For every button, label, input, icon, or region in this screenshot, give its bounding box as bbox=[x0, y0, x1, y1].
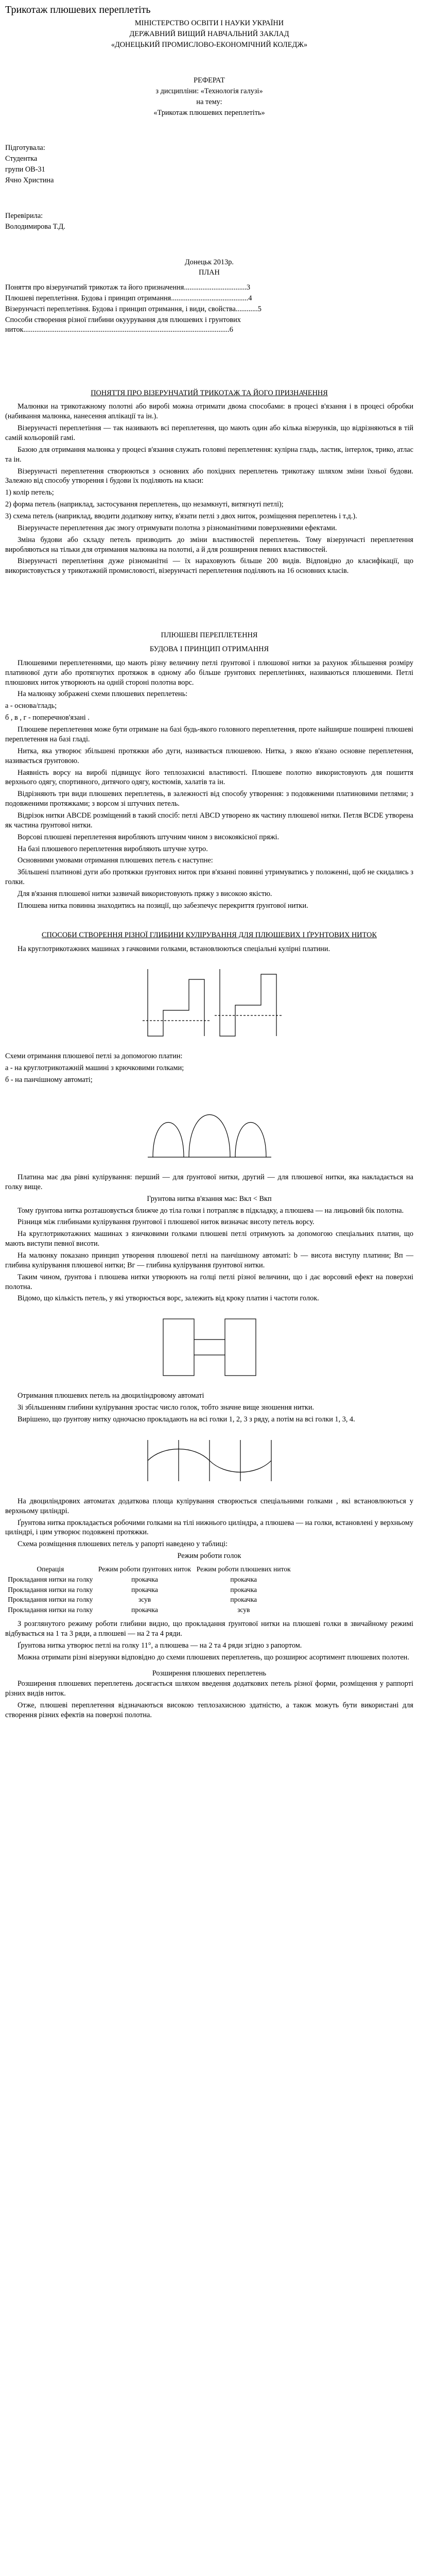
table-cell: Прокладання нитки на голку bbox=[8, 1585, 93, 1594]
paragraph: Отримання плюшевих петель на двоциліндровому автоматі bbox=[18, 1392, 204, 1400]
needle-mode-table bbox=[5, 1564, 293, 1615]
paragraph: Отже, плюшеві переплетення відзначаються високою теплозахисною здатністю, а також можуть бути використані для створення різних ефектів на поверхні полотна. bbox=[5, 1701, 413, 1719]
prepared-line: Студентка bbox=[5, 155, 38, 163]
toc-item: Візерунчасті переплетіння. Будова і принцип отримання, і види, свойства............5 bbox=[5, 305, 261, 313]
paragraph: Ґрунтова нитка утворює петлі на голку 11°, а плюшева — на 2 та 4 ряди згідно з рапортом. bbox=[18, 1641, 302, 1650]
sinker-outline bbox=[148, 969, 204, 1036]
paragraph: Базою для отримання малюнка у процесі в'язання служать головні переплетення: кулірна гладь, ластик, інтерлок, трико, атлас та ін. bbox=[5, 445, 413, 464]
paragraph: Відрізок нитки ABCDE розміщений в такий спосіб: петлі ABCD утворено як частину плюшевої нитки. Петля BCDE утворена як частина ґрунтової нитки. bbox=[5, 811, 413, 829]
thread-line bbox=[194, 1340, 225, 1355]
table-header-cell: Режим роботи ґрунтових ниток bbox=[98, 1565, 191, 1573]
section-4-body-cont bbox=[5, 1497, 413, 1549]
paragraph: Плюшеве переплетення може бути отримане на базі будь-якого головного переплетення, проте найширше поширені плюшеві переплетення на базі гладі. bbox=[5, 725, 413, 743]
section-heading: ПЛЮШЕВІ ПЕРЕПЛЕТЕННЯ bbox=[161, 631, 258, 640]
paragraph: Зі збільшенням глибини кулірування зростає число голок, тобто значне вище зношення нитки. bbox=[18, 1403, 315, 1412]
report-discipline: з дисципліни: «Технологія галузі» bbox=[155, 87, 263, 95]
table-cell: Прокладання нитки на голку bbox=[8, 1606, 93, 1614]
table-cell: прокачка bbox=[230, 1585, 257, 1594]
paragraph: Розширення плюшевих переплетень досягається шляхом введення додаткових петель різної форми, розміщення у раппорті різних видів ниток. bbox=[5, 1680, 413, 1698]
paragraph: Схема розміщення плюшевих петель у рапорті наведено у таблиці: bbox=[18, 1540, 228, 1549]
paragraph: Платина має два рівні кулірування: перший — для ґрунтової нитки, другий — для плюшевої нитки, яка накладається на голку вище. bbox=[5, 1173, 413, 1191]
table-of-contents bbox=[5, 283, 413, 334]
paragraph: На малюнку показано принцип утворення плюшевої петлі на панчішному автоматі: b — висота виступу платини; Вп — глибина кулірування плюшевої нитки; Вг — глибина кулірування ґрунтової нитки. bbox=[5, 1251, 413, 1269]
paragraph: Ґрунтова нитка прокладається робочими голками на тілі нижнього циліндра, а плюшева — на голки, встановлені у верхньому циліндрі, і цим утворює подовжені протяжки. bbox=[5, 1518, 413, 1537]
paragraph: Візерунчасті переплетіння — так називають всі переплетення, що мають один або кілька візерунків, що відрізняються в тій самій кольоровій гамі. bbox=[5, 424, 413, 443]
sinker-outline bbox=[220, 969, 276, 1036]
table-cell: прокачка bbox=[131, 1606, 158, 1614]
paragraph: На базі плюшевого переплетення виробляють штучне хутро. bbox=[18, 844, 208, 853]
section-6-body bbox=[5, 1679, 413, 1720]
report-topic-label: на тему: bbox=[196, 97, 222, 106]
paragraph: Вирішено, що ґрунтову нитку одночасно прокладають на всі голки 1, 2, 3 з ряду, а потім на всі голки 1, 3, 4. bbox=[18, 1415, 355, 1423]
table-cell: прокачка bbox=[131, 1585, 158, 1594]
section-subheading: БУДОВА І ПРИНЦИП ОТРИМАННЯ bbox=[149, 645, 269, 654]
prepared-line: Підготувала: bbox=[5, 144, 45, 152]
paragraph: Зміна будови або складу петель призводить до зміни властивостей переплетень. Тому візерунчасті переплетення виробляються на тільки для отримання малюнка на полотні, а й для розширення певних властивостей. bbox=[5, 535, 413, 554]
section-3-body-rest bbox=[5, 1173, 413, 1303]
prepared-line: групи ОВ-31 bbox=[5, 165, 45, 174]
document-title: Трикотаж плюшевих переплетіть bbox=[5, 4, 151, 15]
section-heading: СПОСОБИ СТВОРЕННЯ РІЗНОЇ ГЛИБИНИ КУЛІРУВАННЯ ДЛЯ ПЛЮШЕВИХ І ҐРУНТОВИХ НИТОК bbox=[41, 930, 377, 939]
needle-cylinder-shape bbox=[163, 1319, 194, 1376]
header-line: ДЕРЖАВНИЙ ВИЩИЙ НАВЧАЛЬНИЙ ЗАКЛАД bbox=[129, 30, 289, 39]
paragraph: Різниця між глибинами кулірування ґрунтової і плюшевої ниток визначає висоту петель ворсу. bbox=[18, 1218, 315, 1227]
plan-heading: ПЛАН bbox=[199, 268, 220, 277]
list-item: 1) колір петель; bbox=[5, 488, 54, 497]
place-year: Донецьк 2013р. bbox=[185, 258, 234, 266]
table-row bbox=[5, 1605, 293, 1615]
section-3-body bbox=[5, 944, 413, 954]
paragraph: Таким чином, ґрунтова і плюшева нитки утворюють на голці петлі різної величини, що і дає ворсовий ефект на поверхні полотна. bbox=[5, 1273, 413, 1291]
paragraph: На двоциліндрових автоматах додаткова площа кулірування створюється спеціальними голками , які встановлюються у верхньому циліндрі. bbox=[5, 1497, 413, 1515]
table-cell: зсув bbox=[237, 1606, 250, 1614]
table-row bbox=[5, 1574, 293, 1585]
list-item: 2) форма петель (наприклад, застосування переплетень, що незамкнуті, витягнуті петлі); bbox=[5, 500, 284, 509]
needle-sequence-diagram bbox=[137, 1430, 282, 1492]
section-4-body bbox=[5, 1391, 413, 1425]
table-cell: зсув bbox=[138, 1596, 151, 1604]
paragraph: З розглянутого режиму роботи глибини видно, що прокладання ґрунтової нитки на плюшеві голки в звичайному режимі відбувається на 1 та 3 ряди, а плюшеві — на 2 та 4 ряди. bbox=[5, 1620, 413, 1638]
table-row bbox=[5, 1595, 293, 1605]
paragraph: Можна отримати різні візерунки відповідно до схеми плюшевих переплетень, що розширює асортимент плюшевих полотен. bbox=[18, 1653, 409, 1662]
table-cell: прокачка bbox=[131, 1575, 158, 1583]
table-cell: Прокладання нитки на голку bbox=[8, 1596, 93, 1604]
paragraph: Візерунчасті переплетіння дуже різноманітні — їх нараховують більше 200 видів. Відповідно до класифікації, що використовується у трикотажній промисловості, візерунчасті переплетення поділяють на 16 основних класів. bbox=[5, 557, 413, 575]
header-line: МІНІСТЕРСТВО ОСВІТИ І НАУКИ УКРАЇНИ bbox=[134, 19, 284, 28]
section-heading: ПОНЯТТЯ ПРО ВІЗЕРУНЧАТИЙ ТРИКОТАЖ ТА ЙОГО ПРИЗНАЧЕННЯ bbox=[91, 388, 328, 397]
paragraph: Наявність ворсу на виробі підвищує його теплозахисні властивості. Плюшеве полотно використовують для пошиття верхнього одягу, спортивного, дитячого одягу, костюмів, халатів та ін. bbox=[5, 768, 413, 787]
paragraph: Ворсові плюшеві переплетення виробляють штучним чином з високоякісної пряжі. bbox=[18, 833, 280, 841]
sinker-diagram bbox=[132, 959, 287, 1046]
paragraph: Схеми отримання плюшевої петлі за допомогою платин: bbox=[5, 1052, 183, 1061]
loop-outline bbox=[153, 1122, 184, 1157]
toc-item: Поняття про візерунчатий трикотаж та його призначення..................................3 bbox=[5, 283, 251, 292]
prepared-line: Ячно Христина bbox=[5, 176, 54, 184]
formula-line: Грунтова нитка в'язання має: Вкл < Вкп bbox=[147, 1194, 272, 1203]
table-header-cell: Режим роботи плюшевих ниток bbox=[196, 1565, 291, 1573]
section-3-body-cont bbox=[5, 1052, 413, 1085]
paragraph: На круглотрикотажних машинах з гачковими голками, встановлюються спеціальні кулірні платини. bbox=[18, 944, 330, 953]
header-line: «ДОНЕЦЬКИЙ ПРОМИСЛОВО-ЕКОНОМІЧНИЙ КОЛЕДЖ» bbox=[111, 41, 308, 49]
paragraph: Малюнки на трикотажному полотні або виробі можна отримати двома способами: в процесі в'язання і в процесі обробки (набивання малюнка, нанесення аплікації та ін.). bbox=[5, 402, 413, 421]
paragraph: Відомо, що кількість петель, у які утворюється ворс, залежить від кроку платин і частоти голок. bbox=[18, 1294, 319, 1303]
list-item: 3) схема петель (наприклад, вводити додаткову нитку, в'язати петлі з двох ниток, розміщення переплетень і т.д.). bbox=[5, 512, 357, 521]
table-caption: Режим роботи голок bbox=[177, 1552, 241, 1561]
toc-item: Плюшеві переплетіння. Будова і принцип отримання..........................................4 bbox=[5, 294, 252, 303]
prepared-by bbox=[5, 143, 413, 185]
report-topic: «Трикотаж плюшевих переплетіть» bbox=[153, 108, 265, 117]
paragraph: Нитка, яка утворює збільшені протяжки або дуги, називається плюшевою. Нитка, з якою в'язано основне переплетення, називається ґрунтовою. bbox=[5, 747, 413, 765]
paragraph: Плюшевими переплетеннями, що мають різну величину петлі ґрунтової і плюшової нитки за рахунок збільшення розміру платинової дуги або протягнутих протяжок в одному або більше ґрунтових переплетіннях, називаються плюшевими. Петлі плюшових ниток утворюють на одній стороні полотна ворс. bbox=[5, 658, 413, 687]
table-cell: прокачка bbox=[230, 1596, 257, 1604]
institution-header bbox=[5, 19, 413, 50]
table-row bbox=[5, 1585, 293, 1595]
paragraph: Основними умовами отримання плюшевих петель є наступне: bbox=[18, 856, 213, 865]
checked-line: Володимирова Т.Д. bbox=[5, 222, 65, 231]
list-item: б , в , г - поперечнов'язані . bbox=[5, 714, 90, 722]
hosiery-machine-diagram bbox=[148, 1309, 271, 1386]
toc-item: Способи створення різної глибини окуурування для плюшевих і грунтових ниток................................................................................................................6 bbox=[5, 315, 241, 334]
list-item: б - на панчішному автоматі; bbox=[5, 1076, 93, 1084]
table-header-row bbox=[5, 1564, 293, 1574]
paragraph: Тому ґрунтова нитка розташовується ближче до тіла голки і потрапляє в підкладку, а плюшева — на лицьовий бік полотна. bbox=[18, 1206, 404, 1215]
paragraph: Плюшева нитка повинна знаходитись на позиції, що забезпечує перекриття ґрунтової нитки. bbox=[18, 901, 308, 910]
section-subheading: Розширення плюшевих переплетень bbox=[152, 1669, 267, 1677]
checked-by bbox=[5, 211, 413, 232]
loop-scheme-diagram bbox=[143, 1090, 276, 1167]
paragraph: Відрізняють три види плюшевих переплетень, в залежності від способу утворення: з подовженими платиновими петлями; з подовженими протяжками; з ворсом зі штучних петель. bbox=[5, 790, 413, 808]
paragraph: Для в'язання плюшевої нитки зазвичай використовують пряжу з високою якістю. bbox=[18, 889, 272, 898]
section-2-body bbox=[5, 658, 413, 911]
paragraph: Візерунчасте переплетення дає змогу отримувати полотна з різноманітними поверхневими ефектами. bbox=[18, 523, 337, 532]
section-1-body bbox=[5, 402, 413, 576]
table-header-cell: Операція bbox=[37, 1565, 64, 1573]
report-label: РЕФЕРАТ bbox=[194, 76, 225, 84]
list-item: а - основа/гладь; bbox=[5, 702, 57, 710]
paragraph: Візерунчасті переплетення створюються з основних або похідних переплетень трикотажу шляхом зміни їхньої будови. Залежно від способу утворення і будови їх поділяють на класи: bbox=[5, 467, 413, 485]
needle-cylinder-shape bbox=[225, 1319, 256, 1376]
report-block bbox=[5, 76, 413, 117]
loop-outline bbox=[189, 1114, 230, 1157]
loop-outline bbox=[235, 1122, 266, 1157]
section-5-body bbox=[5, 1619, 413, 1662]
list-item: а - на круглотрикотажній машині з крючковими голками; bbox=[5, 1064, 184, 1073]
paragraph: На малюнку зображені схеми плюшевих переплетень: bbox=[18, 690, 188, 699]
paragraph: Збільшені платинові дуги або протяжки ґрунтових ниток при в'язанні повинні утримуватись у положенні, щоб не скидались з голки. bbox=[5, 868, 413, 887]
table-cell: Прокладання нитки на голку bbox=[8, 1575, 93, 1583]
checked-line: Перевірила: bbox=[5, 211, 43, 220]
table-cell: прокачка bbox=[230, 1575, 257, 1583]
paragraph: На круглотрикотажних машинах з язичковими голками плюшеві петлі отримують за допомогою спеціальних платин, що мають виступи певної висоти. bbox=[5, 1230, 413, 1248]
